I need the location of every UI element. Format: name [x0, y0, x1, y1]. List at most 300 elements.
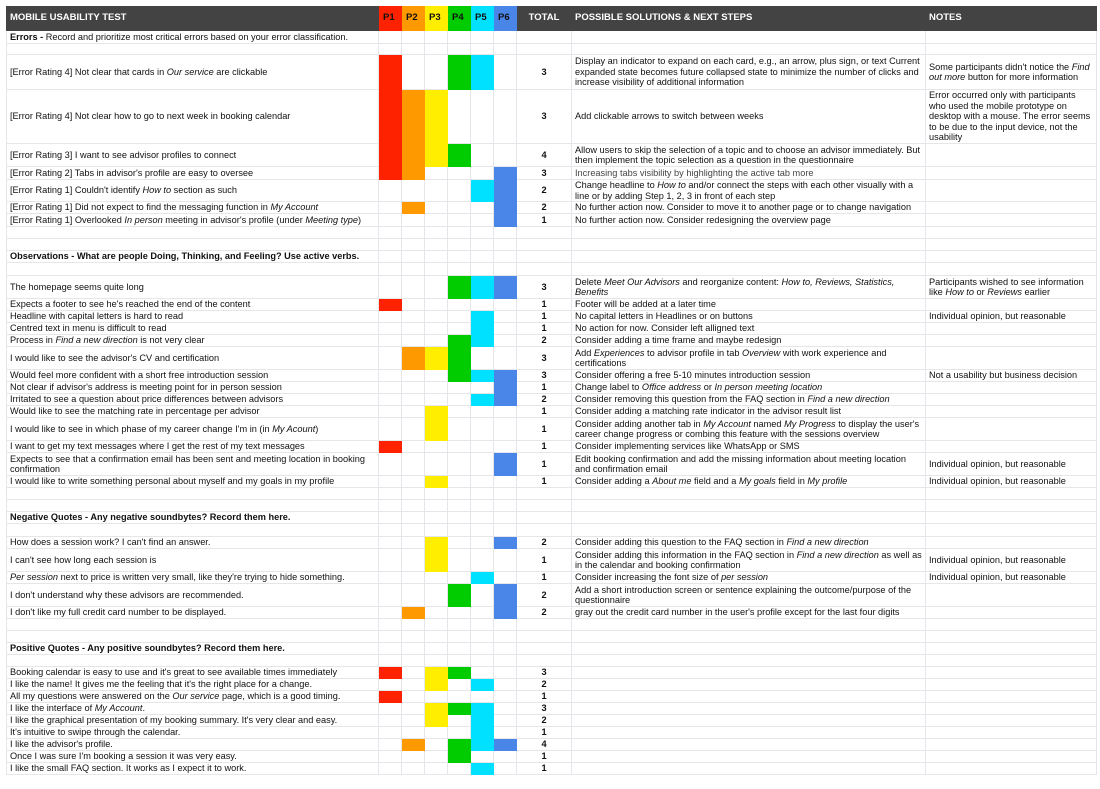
participant-cell-p6[interactable]: [494, 691, 517, 703]
participant-cell-p3[interactable]: [425, 655, 448, 667]
note-cell[interactable]: [926, 727, 1097, 739]
participant-mark-p4[interactable]: [448, 370, 471, 382]
participant-cell-p3[interactable]: [425, 691, 448, 703]
solution-cell[interactable]: [572, 239, 926, 251]
total-cell[interactable]: 4: [517, 739, 572, 751]
total-cell[interactable]: 2: [517, 202, 572, 214]
participant-header-p6[interactable]: P6: [494, 7, 517, 31]
participant-mark-p6[interactable]: [494, 202, 517, 214]
participant-cell-p1[interactable]: [379, 347, 402, 370]
solution-cell[interactable]: [572, 763, 926, 775]
observation-cell[interactable]: [Error Rating 1] Couldn't identify How to section as such: [7, 180, 379, 202]
solution-cell[interactable]: Allow users to skip the selection of a topic and to choose an advisor immediately. But then implement the topic selection as a question in the questionnaire: [572, 144, 926, 167]
observation-cell[interactable]: [7, 227, 379, 239]
note-cell[interactable]: [926, 488, 1097, 500]
note-cell[interactable]: [926, 679, 1097, 691]
participant-cell-p1[interactable]: [379, 180, 402, 202]
participant-cell-p2[interactable]: [402, 180, 425, 202]
observation-cell[interactable]: Process in Find a new direction is not very clear: [7, 335, 379, 347]
participant-mark-p1[interactable]: [379, 667, 402, 679]
total-cell[interactable]: 1: [517, 441, 572, 453]
participant-cell-p2[interactable]: [402, 572, 425, 584]
participant-cell-p2[interactable]: [402, 31, 425, 44]
participant-cell-p4[interactable]: [448, 763, 471, 775]
solution-cell[interactable]: Consider adding this question to the FAQ section in Find a new direction: [572, 537, 926, 549]
participant-cell-p4[interactable]: [448, 727, 471, 739]
participant-mark-p6[interactable]: [494, 739, 517, 751]
participant-mark-p5[interactable]: [471, 335, 494, 347]
participant-mark-p4[interactable]: [448, 276, 471, 299]
participant-cell-p3[interactable]: [425, 335, 448, 347]
participant-cell-p6[interactable]: [494, 643, 517, 655]
participant-cell-p1[interactable]: [379, 394, 402, 406]
participant-cell-p4[interactable]: [448, 263, 471, 276]
participant-cell-p2[interactable]: [402, 263, 425, 276]
participant-cell-p6[interactable]: [494, 441, 517, 453]
solution-cell[interactable]: Add Experiences to advisor profile in tab Overview with work experience and certifications: [572, 347, 926, 370]
participant-cell-p3[interactable]: [425, 739, 448, 751]
note-cell[interactable]: [926, 31, 1097, 44]
participant-cell-p2[interactable]: [402, 751, 425, 763]
participant-cell-p2[interactable]: [402, 703, 425, 715]
participant-cell-p2[interactable]: [402, 441, 425, 453]
participant-cell-p6[interactable]: [494, 55, 517, 90]
note-cell[interactable]: [926, 607, 1097, 619]
solution-cell[interactable]: [572, 488, 926, 500]
note-cell[interactable]: [926, 691, 1097, 703]
total-cell[interactable]: 3: [517, 667, 572, 679]
participant-cell-p2[interactable]: [402, 476, 425, 488]
participant-cell-p3[interactable]: [425, 751, 448, 763]
total-cell[interactable]: 3: [517, 370, 572, 382]
solutions-header[interactable]: POSSIBLE SOLUTIONS & NEXT STEPS: [572, 7, 926, 31]
participant-cell-p3[interactable]: [425, 227, 448, 239]
participant-cell-p1[interactable]: [379, 251, 402, 263]
note-cell[interactable]: [926, 537, 1097, 549]
solution-cell[interactable]: [572, 227, 926, 239]
participant-mark-p3[interactable]: [425, 406, 448, 418]
total-cell[interactable]: [517, 44, 572, 55]
participant-mark-p6[interactable]: [494, 370, 517, 382]
participant-cell-p4[interactable]: [448, 44, 471, 55]
participant-cell-p5[interactable]: [471, 214, 494, 227]
participant-cell-p2[interactable]: [402, 227, 425, 239]
participant-cell-p2[interactable]: [402, 763, 425, 775]
participant-header-p3[interactable]: P3: [425, 7, 448, 31]
solution-cell[interactable]: No further action now. Consider redesigning the overview page: [572, 214, 926, 227]
total-cell[interactable]: [517, 488, 572, 500]
participant-mark-p6[interactable]: [494, 180, 517, 202]
solution-cell[interactable]: Consider removing this question from the FAQ section in Find a new direction: [572, 394, 926, 406]
participant-mark-p5[interactable]: [471, 180, 494, 202]
participant-cell-p5[interactable]: [471, 667, 494, 679]
total-cell[interactable]: [517, 619, 572, 631]
participant-cell-p3[interactable]: [425, 441, 448, 453]
participant-cell-p6[interactable]: [494, 476, 517, 488]
participant-cell-p6[interactable]: [494, 488, 517, 500]
note-cell[interactable]: Participants wished to see information like How to or Reviews earlier: [926, 276, 1097, 299]
participant-cell-p4[interactable]: [448, 453, 471, 476]
observation-cell[interactable]: Expects a footer to see he's reached the end of the content: [7, 299, 379, 311]
participant-cell-p2[interactable]: [402, 382, 425, 394]
participant-cell-p4[interactable]: [448, 607, 471, 619]
participant-cell-p3[interactable]: [425, 180, 448, 202]
observation-cell[interactable]: [Error Rating 3] I want to see advisor profiles to connect: [7, 144, 379, 167]
participant-mark-p5[interactable]: [471, 394, 494, 406]
total-cell[interactable]: 2: [517, 335, 572, 347]
participant-mark-p5[interactable]: [471, 679, 494, 691]
participant-cell-p3[interactable]: [425, 727, 448, 739]
total-cell[interactable]: 2: [517, 180, 572, 202]
participant-cell-p6[interactable]: [494, 239, 517, 251]
total-cell[interactable]: [517, 31, 572, 44]
participant-cell-p3[interactable]: [425, 382, 448, 394]
participant-cell-p4[interactable]: [448, 537, 471, 549]
participant-cell-p2[interactable]: [402, 500, 425, 512]
solution-cell[interactable]: Display an indicator to expand on each card, e.g., an arrow, plus sign, or text Current expanded state becomes future collapsed state to minimize the number of clicks and increase visibility of additional information: [572, 55, 926, 90]
note-cell[interactable]: [926, 227, 1097, 239]
participant-cell-p3[interactable]: [425, 524, 448, 537]
note-cell[interactable]: [926, 406, 1097, 418]
total-cell[interactable]: 1: [517, 214, 572, 227]
participant-cell-p6[interactable]: [494, 631, 517, 643]
solution-cell[interactable]: No capital letters in Headlines or on buttons: [572, 311, 926, 323]
participant-cell-p1[interactable]: [379, 643, 402, 655]
participant-cell-p4[interactable]: [448, 323, 471, 335]
participant-cell-p5[interactable]: [471, 584, 494, 607]
total-cell[interactable]: 1: [517, 691, 572, 703]
total-cell[interactable]: 2: [517, 394, 572, 406]
participant-cell-p4[interactable]: [448, 394, 471, 406]
participant-cell-p3[interactable]: [425, 167, 448, 180]
total-cell[interactable]: 1: [517, 572, 572, 584]
participant-mark-p5[interactable]: [471, 703, 494, 715]
participant-cell-p3[interactable]: [425, 572, 448, 584]
observation-cell[interactable]: [7, 44, 379, 55]
participant-cell-p1[interactable]: [379, 323, 402, 335]
participant-cell-p6[interactable]: [494, 311, 517, 323]
participant-cell-p4[interactable]: [448, 214, 471, 227]
note-cell[interactable]: [926, 239, 1097, 251]
total-cell[interactable]: 1: [517, 453, 572, 476]
participant-mark-p4[interactable]: [448, 667, 471, 679]
participant-mark-p4[interactable]: [448, 739, 471, 751]
participant-cell-p5[interactable]: [471, 512, 494, 524]
participant-cell-p2[interactable]: [402, 727, 425, 739]
solution-cell[interactable]: Footer will be added at a later time: [572, 299, 926, 311]
total-cell[interactable]: 3: [517, 276, 572, 299]
solution-cell[interactable]: Increasing tabs visibility by highlighting the active tab more: [572, 167, 926, 180]
participant-cell-p1[interactable]: [379, 727, 402, 739]
note-cell[interactable]: Individual opinion, but reasonable: [926, 572, 1097, 584]
participant-cell-p2[interactable]: [402, 512, 425, 524]
participant-cell-p3[interactable]: [425, 239, 448, 251]
participant-mark-p6[interactable]: [494, 276, 517, 299]
total-cell[interactable]: 1: [517, 727, 572, 739]
participant-cell-p4[interactable]: [448, 167, 471, 180]
solution-cell[interactable]: Edit booking confirmation and add the missing information about meeting location and confirmation email: [572, 453, 926, 476]
participant-cell-p2[interactable]: [402, 679, 425, 691]
participant-cell-p5[interactable]: [471, 488, 494, 500]
total-header[interactable]: TOTAL: [517, 7, 572, 31]
participant-cell-p5[interactable]: [471, 144, 494, 167]
participant-cell-p1[interactable]: [379, 202, 402, 214]
solution-cell[interactable]: [572, 751, 926, 763]
participant-cell-p2[interactable]: [402, 311, 425, 323]
participant-cell-p5[interactable]: [471, 299, 494, 311]
participant-mark-p1[interactable]: [379, 55, 402, 90]
participant-cell-p1[interactable]: [379, 382, 402, 394]
participant-cell-p6[interactable]: [494, 763, 517, 775]
participant-mark-p2[interactable]: [402, 607, 425, 619]
observation-cell[interactable]: [7, 524, 379, 537]
participant-mark-p5[interactable]: [471, 763, 494, 775]
participant-cell-p3[interactable]: [425, 214, 448, 227]
participant-cell-p2[interactable]: [402, 667, 425, 679]
note-cell[interactable]: [926, 643, 1097, 655]
participant-cell-p6[interactable]: [494, 323, 517, 335]
participant-cell-p5[interactable]: [471, 607, 494, 619]
note-cell[interactable]: [926, 667, 1097, 679]
participant-cell-p2[interactable]: [402, 691, 425, 703]
participant-cell-p2[interactable]: [402, 524, 425, 537]
participant-cell-p5[interactable]: [471, 619, 494, 631]
participant-mark-p1[interactable]: [379, 299, 402, 311]
participant-cell-p3[interactable]: [425, 370, 448, 382]
participant-cell-p1[interactable]: [379, 335, 402, 347]
observation-cell[interactable]: [7, 488, 379, 500]
participant-cell-p2[interactable]: [402, 276, 425, 299]
note-cell[interactable]: [926, 584, 1097, 607]
observation-cell[interactable]: Headline with capital letters is hard to read: [7, 311, 379, 323]
participant-cell-p6[interactable]: [494, 679, 517, 691]
observation-cell[interactable]: Once I was sure I'm booking a session it was very easy.: [7, 751, 379, 763]
solution-cell[interactable]: Change label to Office address or In person meeting location: [572, 382, 926, 394]
note-cell[interactable]: Individual opinion, but reasonable: [926, 453, 1097, 476]
participant-mark-p3[interactable]: [425, 476, 448, 488]
participant-cell-p5[interactable]: [471, 655, 494, 667]
total-cell[interactable]: [517, 500, 572, 512]
participant-cell-p6[interactable]: [494, 90, 517, 144]
participant-mark-p6[interactable]: [494, 453, 517, 476]
participant-cell-p4[interactable]: [448, 227, 471, 239]
participant-cell-p1[interactable]: [379, 715, 402, 727]
participant-cell-p2[interactable]: [402, 619, 425, 631]
observation-cell[interactable]: I can't see how long each session is: [7, 549, 379, 572]
participant-cell-p6[interactable]: [494, 500, 517, 512]
participant-cell-p6[interactable]: [494, 406, 517, 418]
participant-cell-p5[interactable]: [471, 167, 494, 180]
participant-cell-p6[interactable]: [494, 655, 517, 667]
note-cell[interactable]: Some participants didn't notice the Find out more button for more information: [926, 55, 1097, 90]
solution-cell[interactable]: Consider implementing services like WhatsApp or SMS: [572, 441, 926, 453]
participant-cell-p4[interactable]: [448, 679, 471, 691]
participant-cell-p5[interactable]: [471, 251, 494, 263]
observation-cell[interactable]: [Error Rating 2] Tabs in advisor's profile are easy to oversee: [7, 167, 379, 180]
total-cell[interactable]: 1: [517, 299, 572, 311]
participant-cell-p5[interactable]: [471, 90, 494, 144]
participant-cell-p2[interactable]: [402, 655, 425, 667]
participant-mark-p4[interactable]: [448, 144, 471, 167]
participant-mark-p1[interactable]: [379, 167, 402, 180]
participant-mark-p5[interactable]: [471, 276, 494, 299]
note-cell[interactable]: [926, 524, 1097, 537]
participant-cell-p3[interactable]: [425, 311, 448, 323]
observation-cell[interactable]: [7, 500, 379, 512]
participant-cell-p2[interactable]: [402, 370, 425, 382]
participant-cell-p6[interactable]: [494, 347, 517, 370]
solution-cell[interactable]: [572, 44, 926, 55]
note-cell[interactable]: [926, 251, 1097, 263]
participant-header-p2[interactable]: P2: [402, 7, 425, 31]
participant-cell-p3[interactable]: [425, 44, 448, 55]
solution-cell[interactable]: [572, 655, 926, 667]
participant-cell-p3[interactable]: [425, 643, 448, 655]
total-cell[interactable]: 4: [517, 144, 572, 167]
participant-cell-p1[interactable]: [379, 619, 402, 631]
section-title[interactable]: [7, 643, 379, 655]
participant-mark-p3[interactable]: [425, 715, 448, 727]
participant-cell-p3[interactable]: [425, 299, 448, 311]
participant-cell-p3[interactable]: [425, 619, 448, 631]
note-cell[interactable]: [926, 655, 1097, 667]
participant-cell-p1[interactable]: [379, 44, 402, 55]
participant-cell-p3[interactable]: [425, 631, 448, 643]
participant-mark-p4[interactable]: [448, 55, 471, 90]
observation-cell[interactable]: The homepage seems quite long: [7, 276, 379, 299]
sheet-title[interactable]: MOBILE USABILITY TEST: [7, 7, 379, 31]
participant-mark-p2[interactable]: [402, 739, 425, 751]
participant-mark-p4[interactable]: [448, 703, 471, 715]
observation-cell[interactable]: It's intuitive to swipe through the calendar.: [7, 727, 379, 739]
participant-mark-p5[interactable]: [471, 370, 494, 382]
solution-cell[interactable]: Change headline to How to and/or connect the steps with each other visually with a line or by adding Step 1, 2, 3 in front of each step: [572, 180, 926, 202]
total-cell[interactable]: 1: [517, 763, 572, 775]
note-cell[interactable]: [926, 44, 1097, 55]
participant-cell-p6[interactable]: [494, 335, 517, 347]
participant-cell-p1[interactable]: [379, 739, 402, 751]
note-cell[interactable]: [926, 631, 1097, 643]
participant-cell-p5[interactable]: [471, 643, 494, 655]
solution-cell[interactable]: [572, 512, 926, 524]
note-cell[interactable]: [926, 394, 1097, 406]
participant-mark-p5[interactable]: [471, 323, 494, 335]
participant-header-p1[interactable]: P1: [379, 7, 402, 31]
participant-cell-p5[interactable]: [471, 441, 494, 453]
observation-cell[interactable]: I would like to write something personal about myself and my goals in my profile: [7, 476, 379, 488]
participant-cell-p6[interactable]: [494, 512, 517, 524]
total-cell[interactable]: 1: [517, 476, 572, 488]
participant-cell-p3[interactable]: [425, 500, 448, 512]
observation-cell[interactable]: [Error Rating 4] Not clear that cards in Our service are clickable: [7, 55, 379, 90]
solution-cell[interactable]: [572, 727, 926, 739]
participant-mark-p4[interactable]: [448, 335, 471, 347]
note-cell[interactable]: [926, 263, 1097, 276]
participant-mark-p5[interactable]: [471, 572, 494, 584]
observation-cell[interactable]: I would like to see the advisor's CV and certification: [7, 347, 379, 370]
participant-mark-p4[interactable]: [448, 751, 471, 763]
solution-cell[interactable]: [572, 619, 926, 631]
participant-cell-p4[interactable]: [448, 382, 471, 394]
participant-mark-p3[interactable]: [425, 667, 448, 679]
total-cell[interactable]: 1: [517, 549, 572, 572]
observation-cell[interactable]: I like the advisor's profile.: [7, 739, 379, 751]
participant-cell-p5[interactable]: [471, 227, 494, 239]
participant-cell-p1[interactable]: [379, 631, 402, 643]
total-cell[interactable]: [517, 227, 572, 239]
observation-cell[interactable]: I like the small FAQ section. It works as I expect it to work.: [7, 763, 379, 775]
participant-cell-p3[interactable]: [425, 512, 448, 524]
total-cell[interactable]: [517, 631, 572, 643]
participant-cell-p2[interactable]: [402, 335, 425, 347]
note-cell[interactable]: [926, 202, 1097, 214]
participant-mark-p1[interactable]: [379, 90, 402, 144]
participant-cell-p1[interactable]: [379, 763, 402, 775]
participant-cell-p5[interactable]: [471, 751, 494, 763]
total-cell[interactable]: [517, 524, 572, 537]
participant-cell-p4[interactable]: [448, 311, 471, 323]
observation-cell[interactable]: Not clear if advisor's address is meeting point for in person session: [7, 382, 379, 394]
observation-cell[interactable]: Expects to see that a confirmation email has been sent and meeting location in booking confirmation: [7, 453, 379, 476]
observation-cell[interactable]: [Error Rating 4] Not clear how to go to next week in booking calendar: [7, 90, 379, 144]
solution-cell[interactable]: Consider adding a time frame and maybe redesign: [572, 335, 926, 347]
solution-cell[interactable]: No action for now. Consider left alligned text: [572, 323, 926, 335]
participant-cell-p2[interactable]: [402, 251, 425, 263]
total-cell[interactable]: [517, 251, 572, 263]
solution-cell[interactable]: Consider adding another tab in My Account named My Progress to display the user's career change progress or combing this feature with the sessions overview: [572, 418, 926, 441]
solution-cell[interactable]: gray out the credit card number in the user's profile except for the last four digits: [572, 607, 926, 619]
note-cell[interactable]: [926, 763, 1097, 775]
participant-header-p5[interactable]: P5: [471, 7, 494, 31]
solution-cell[interactable]: [572, 524, 926, 537]
solution-cell[interactable]: [572, 643, 926, 655]
observation-cell[interactable]: [Error Rating 1] Overlooked In person meeting in advisor's profile (under Meeting type): [7, 214, 379, 227]
participant-cell-p2[interactable]: [402, 715, 425, 727]
participant-mark-p6[interactable]: [494, 394, 517, 406]
participant-cell-p2[interactable]: [402, 239, 425, 251]
note-cell[interactable]: [926, 500, 1097, 512]
participant-cell-p5[interactable]: [471, 453, 494, 476]
total-cell[interactable]: 3: [517, 347, 572, 370]
participant-cell-p1[interactable]: [379, 227, 402, 239]
participant-mark-p3[interactable]: [425, 679, 448, 691]
participant-cell-p6[interactable]: [494, 251, 517, 263]
participant-header-p4[interactable]: P4: [448, 7, 471, 31]
solution-cell[interactable]: Add a short introduction screen or sentence explaining the outcome/purpose of the questionnaire: [572, 584, 926, 607]
participant-mark-p2[interactable]: [402, 347, 425, 370]
participant-mark-p3[interactable]: [425, 90, 448, 144]
participant-mark-p5[interactable]: [471, 311, 494, 323]
participant-cell-p2[interactable]: [402, 214, 425, 227]
participant-cell-p1[interactable]: [379, 488, 402, 500]
participant-cell-p1[interactable]: [379, 584, 402, 607]
participant-cell-p1[interactable]: [379, 311, 402, 323]
section-title[interactable]: [7, 512, 379, 524]
total-cell[interactable]: 2: [517, 679, 572, 691]
participant-mark-p3[interactable]: [425, 703, 448, 715]
note-cell[interactable]: [926, 382, 1097, 394]
observation-cell[interactable]: I like the interface of My Account.: [7, 703, 379, 715]
participant-cell-p3[interactable]: [425, 607, 448, 619]
total-cell[interactable]: 2: [517, 584, 572, 607]
solution-cell[interactable]: Delete Meet Our Advisors and reorganize content: How to, Reviews, Statistics, Benefits: [572, 276, 926, 299]
participant-cell-p3[interactable]: [425, 31, 448, 44]
participant-cell-p1[interactable]: [379, 679, 402, 691]
note-cell[interactable]: [926, 214, 1097, 227]
solution-cell[interactable]: Consider adding a About me field and a My goals field in My profile: [572, 476, 926, 488]
total-cell[interactable]: [517, 239, 572, 251]
participant-mark-p5[interactable]: [471, 739, 494, 751]
